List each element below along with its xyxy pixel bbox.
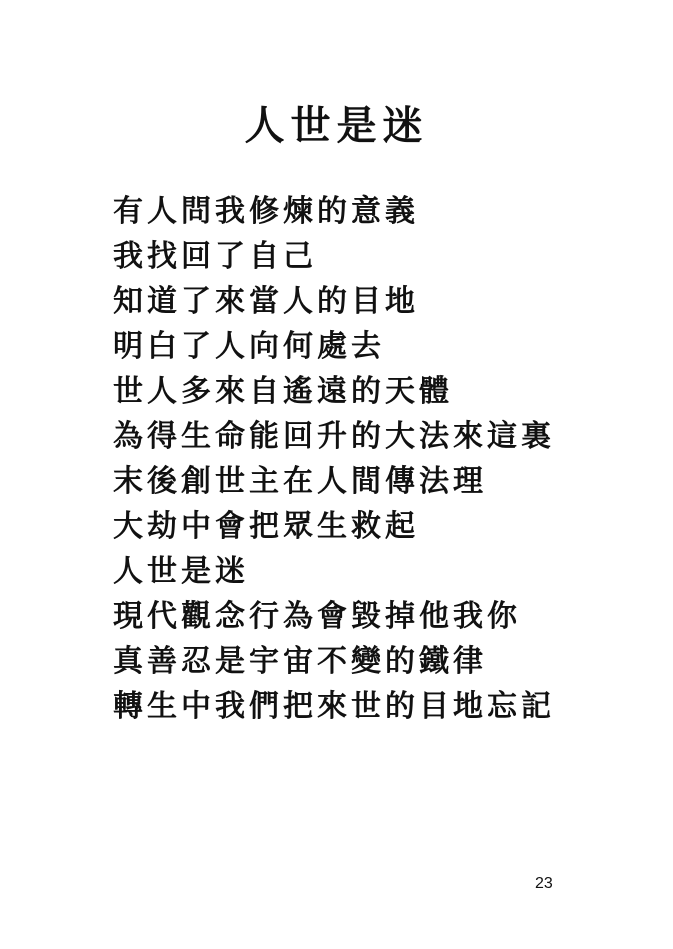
poem-line: 有人問我修煉的意義 [113,194,419,229]
poem-line: 人世是迷 [113,554,249,589]
poem-line: 現代觀念行為會毀掉他我你 [113,599,521,634]
poem-line: 真善忍是宇宙不變的鐵律 [113,644,487,679]
poem-body [113,189,555,729]
poem-title: 人世是迷 [244,103,429,149]
poem-line: 我找回了自己 [113,239,317,274]
poem-line: 轉生中我們把來世的目地忘記 [113,689,555,724]
poem-line: 知道了來當人的目地 [113,284,419,319]
poem-line: 為得生命能回升的大法來這裏 [113,419,555,454]
page-number: 23 [535,875,553,892]
poem-line: 明白了人向何處去 [113,329,385,364]
poem-line: 末後創世主在人間傳法理 [113,464,487,499]
poem-line: 大劫中會把眾生救起 [113,509,419,544]
poem-line: 世人多來自遙遠的天體 [113,374,453,409]
